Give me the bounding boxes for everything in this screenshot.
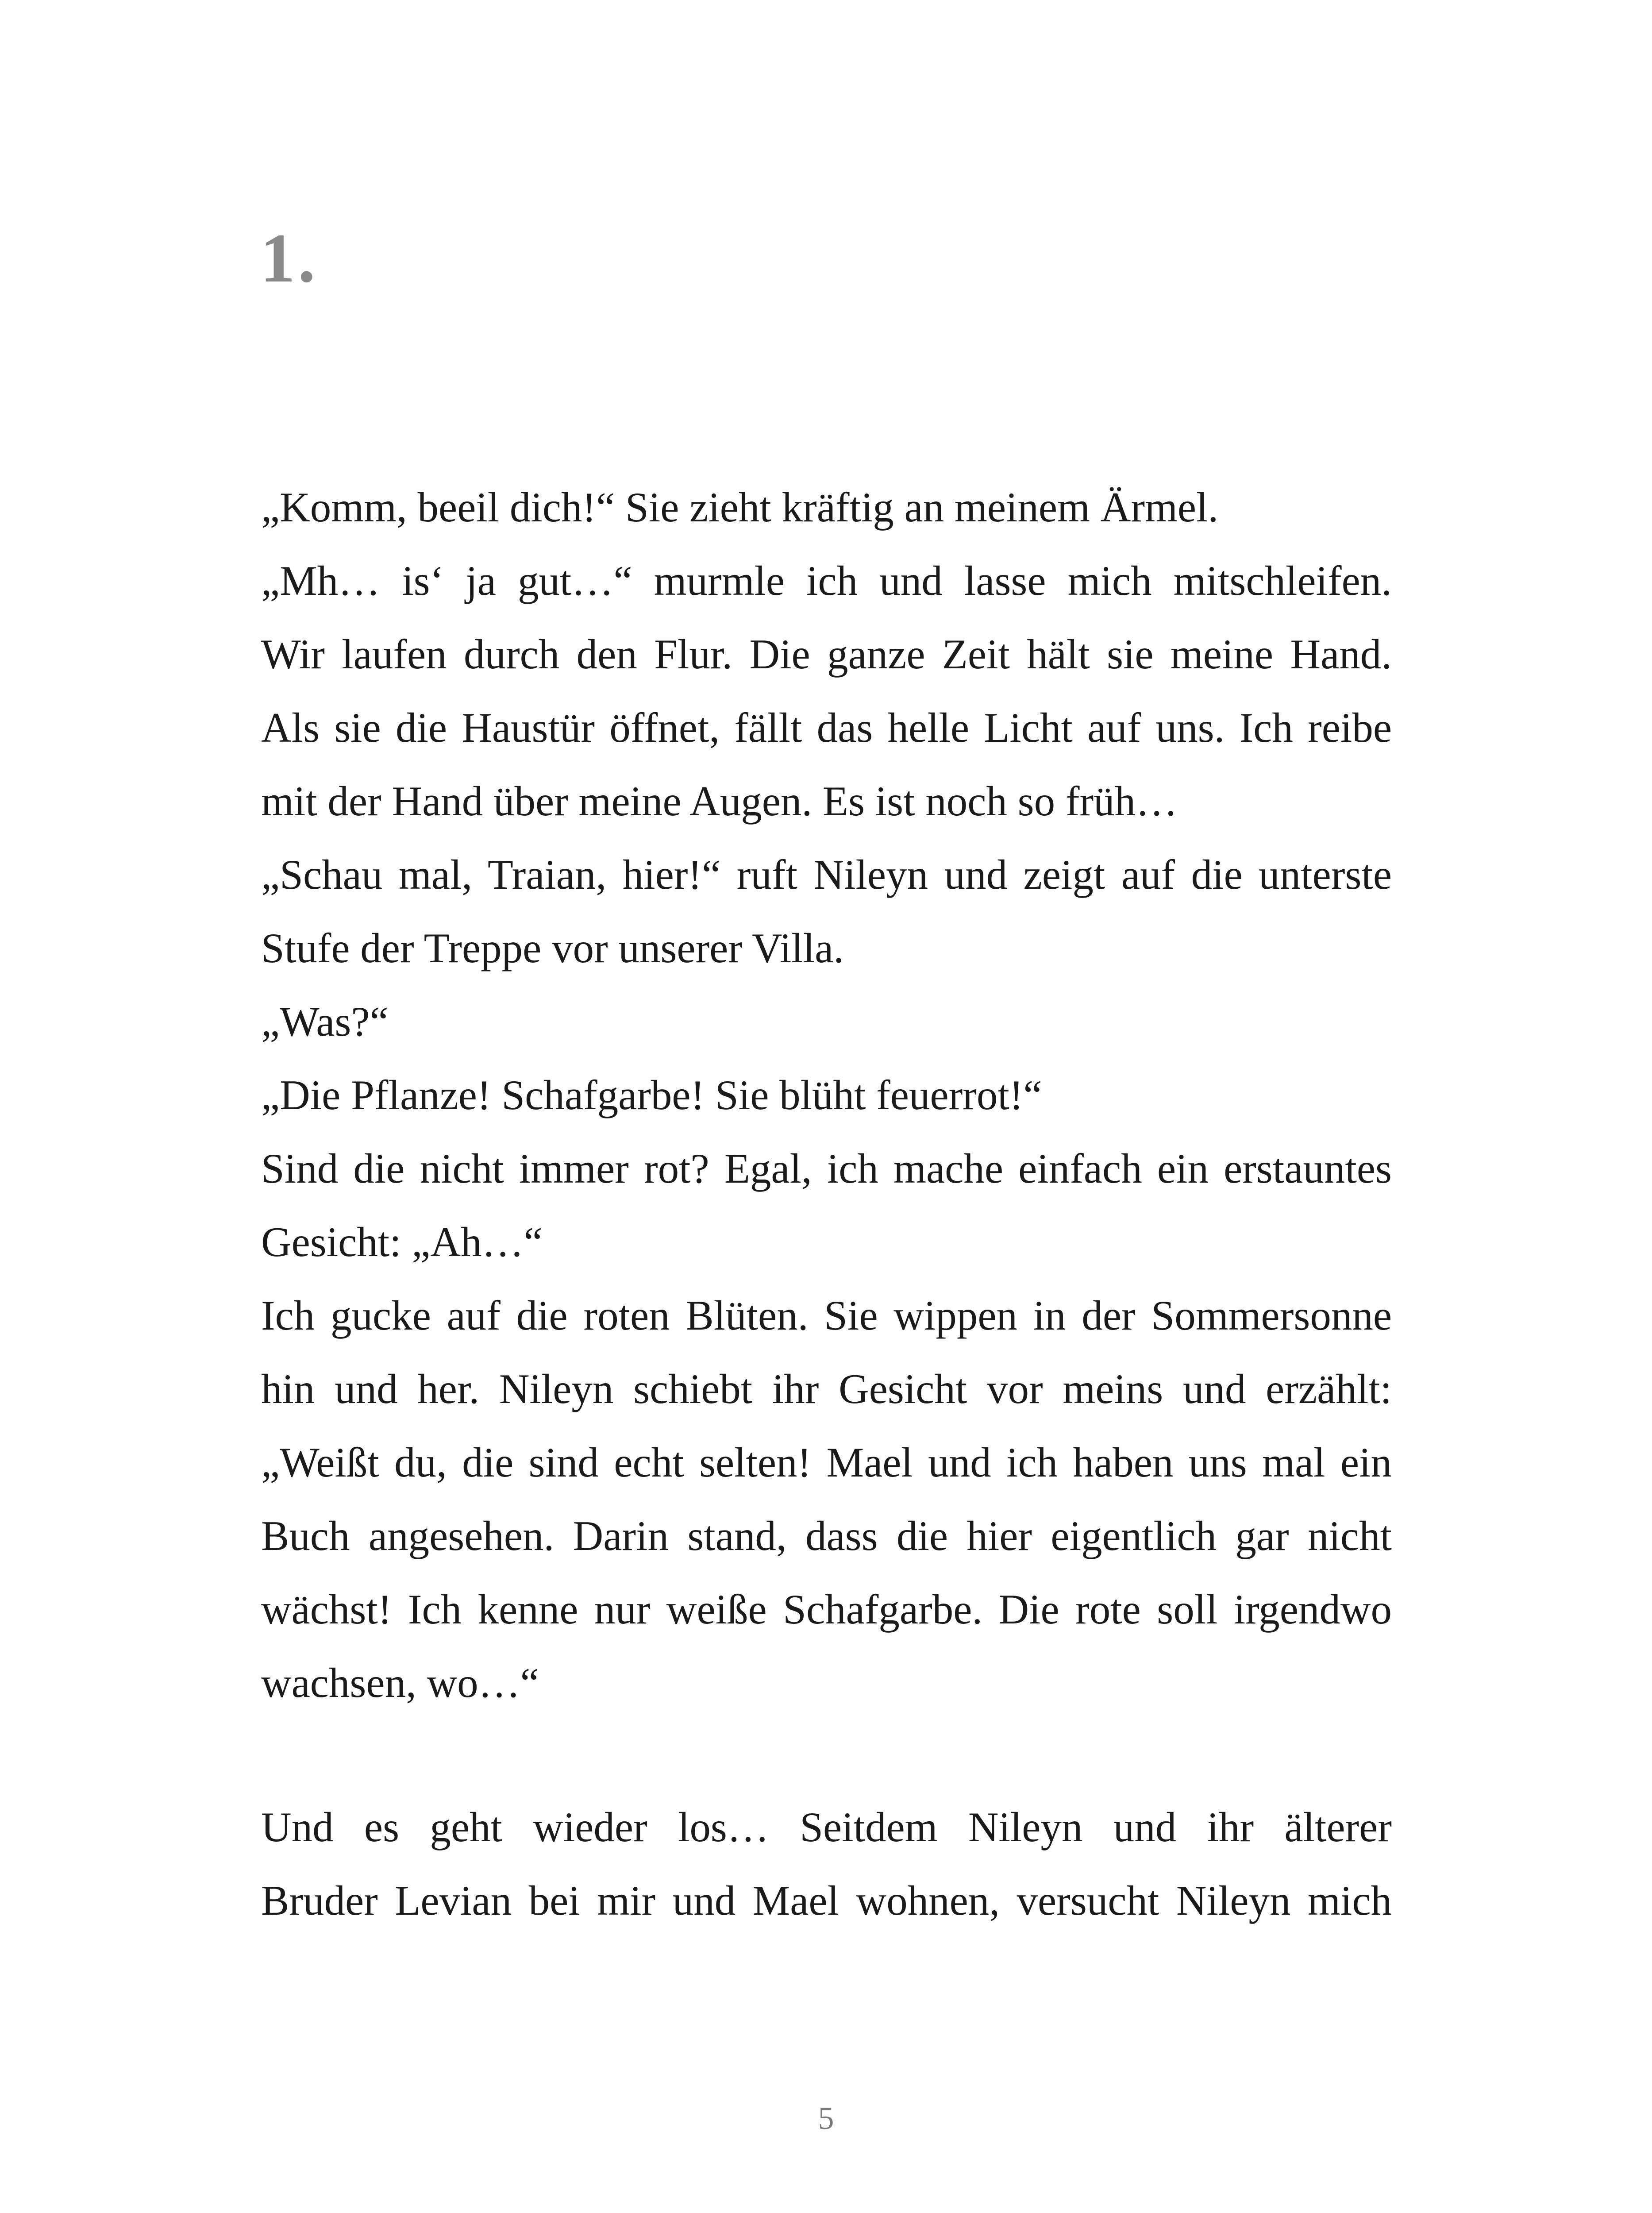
text-line: Gesicht: „Ah…“ [261, 1218, 543, 1265]
text-line: mit der Hand über meine Augen. Es ist noch so früh… [261, 778, 1178, 825]
text-line: wächst! Ich kenne nur weiße Schafgarbe. Die rote soll irgendwo [261, 1586, 1392, 1633]
text-line: Sind die nicht immer rot? Egal, ich mache einfach ein erstauntes [261, 1145, 1392, 1192]
text-line: wachsen, wo…“ [261, 1659, 539, 1706]
text-line: „Weißt du, die sind echt selten! Mael und ich haben uns mal ein [261, 1439, 1392, 1486]
text-line: „Die Pflanze! Schafgarbe! Sie blüht feuerrot!“ [261, 1072, 1042, 1118]
page-number: 5 [818, 2101, 834, 2136]
text-line: Als sie die Haustür öffnet, fällt das helle Licht auf uns. Ich reibe [261, 704, 1392, 751]
text-line: Und es geht wieder los… Seitdem Nileyn und ihr älterer [261, 1804, 1392, 1851]
text-line: „Komm, beeil dich!“ Sie zieht kräftig an meinem Ärmel. [261, 484, 1219, 531]
text-line: Stufe der Treppe vor unserer Villa. [261, 925, 844, 972]
chapter-number: 1. [260, 220, 318, 297]
text-line: Ich gucke auf die roten Blüten. Sie wippen in der Sommersonne [261, 1292, 1392, 1339]
text-line: Buch angesehen. Darin stand, dass die hier eigentlich gar nicht [261, 1512, 1392, 1559]
text-block-main [261, 470, 1392, 1720]
text-line: hin und her. Nileyn schiebt ihr Gesicht vor meins und erzählt: [261, 1365, 1392, 1412]
text-line: „Schau mal, Traian, hier!“ ruft Nileyn und zeigt auf die unterste [261, 851, 1392, 898]
text-line: „Mh… is‘ ja gut…“ murmle ich und lasse mich mitschleifen. [261, 557, 1392, 604]
text-line: „Was?“ [261, 998, 389, 1045]
text-line: Bruder Levian bei mir und Mael wohnen, versucht Nileyn mich [261, 1877, 1392, 1924]
text-line: Wir laufen durch den Flur. Die ganze Zeit hält sie meine Hand. [261, 631, 1392, 678]
text-block-continued [261, 1790, 1392, 1937]
